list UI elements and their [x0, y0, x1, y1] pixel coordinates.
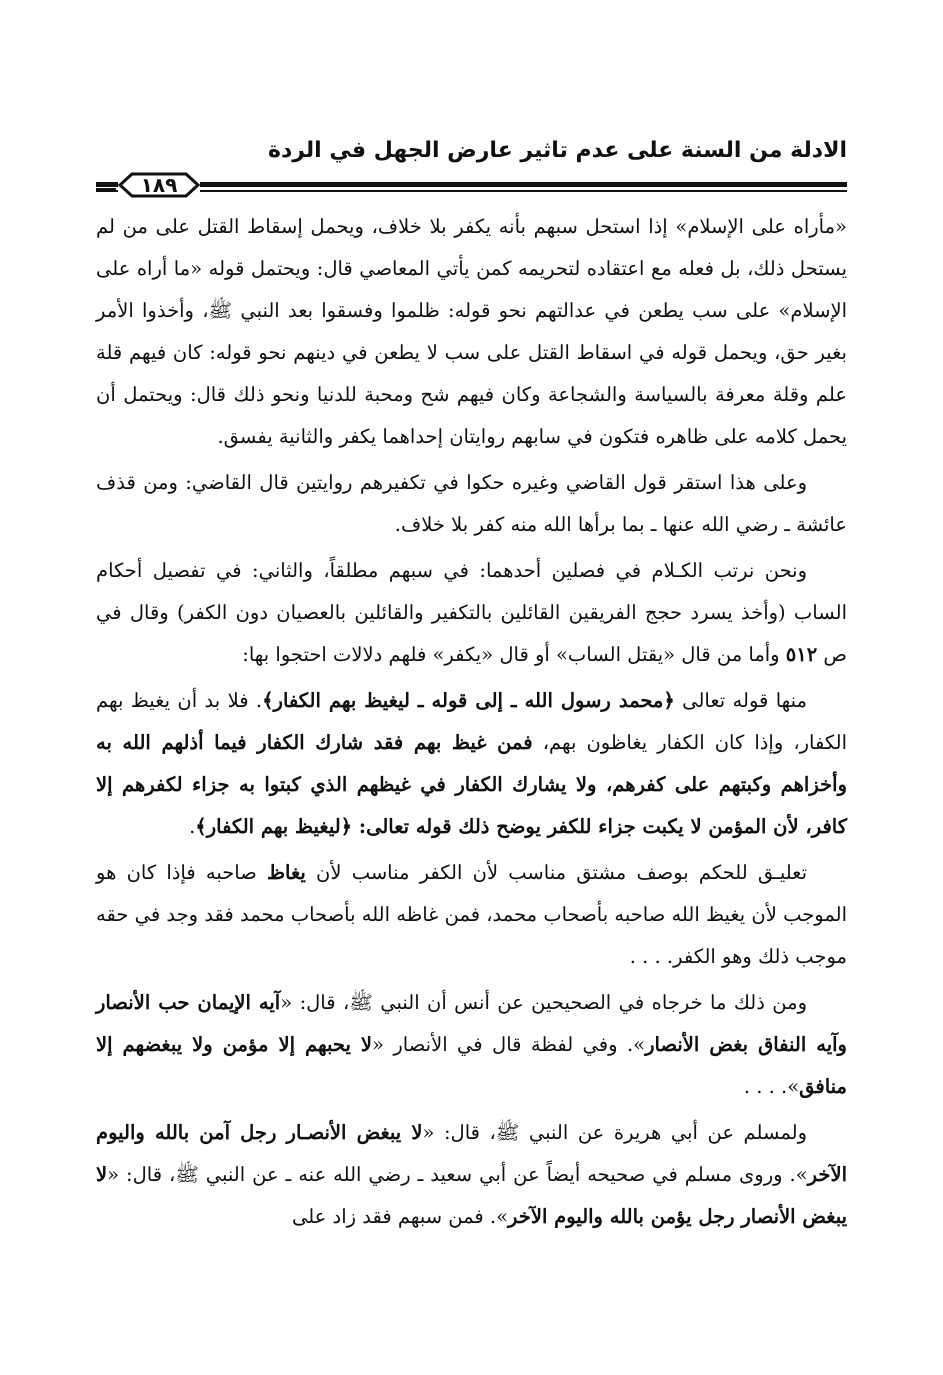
header-rule-thin — [96, 190, 847, 192]
bold-text-run: لا يبغض الأنصـار رجل آمن بالله واليوم الآخر — [96, 1121, 847, 1186]
bold-text-run: فمن غيظ بهم فقد شارك الكفار فيما أذلهم الله به وأخزاهم وكبتهم على كفرهم، ولا يشارك الكفار في غيظهم الذي كبتوا به جزاء لكفرهم إلا كافر، لأن المؤمن لا يكبت جزاء للكفر يوضح ذلك قوله تعالى: ﴿ليغيظ بهم الكفار﴾ — [96, 731, 847, 838]
bold-text-run: لا يحبهم إلا مؤمن ولا يبغضهم إلا منافق — [96, 1033, 847, 1098]
bold-text-run: آيه الإيمان حب الأنصار وآيه النفاق بغض الأنصار — [96, 991, 847, 1056]
header-rule-thick — [96, 182, 847, 187]
text-run: ونحن نرتب الكـلام في فصلين أحدهما: في سبهم مطلقاً، والثاني: في تفصيل أحكام الساب (وأخذ يسرد حجج الفريقين القائلين بالتكفير والقائلين بالعصيان دون الكفر) وقال في ص — [96, 559, 847, 666]
text-run: وأما من قال «يقتل الساب» أو قال «يكفر» فلهم دلالات احتجوا بها: — [242, 643, 786, 666]
paragraph — [96, 206, 847, 458]
paragraph — [96, 1112, 847, 1238]
bold-text-run: لا يبغض الأنصار رجل يؤمن بالله واليوم الآخر — [96, 1163, 847, 1228]
bold-text-run: ٥١٢ — [785, 643, 818, 666]
text-run: منها قوله تعالى — [674, 689, 807, 712]
text-run: ومن ذلك ما خرجاه في الصحيحين عن أنس أن النبي ﷺ، قال: « — [280, 991, 807, 1014]
chapter-title: الادلة من السنة على عدم تاثير عارض الجهل في الردة — [267, 138, 847, 163]
text-run: ». . . . — [743, 1075, 800, 1098]
paragraph — [96, 852, 847, 978]
bold-text-run: ﴿محمد رسول الله ـ إلى قوله ـ ليغيظ بهم الكفار﴾ — [262, 689, 675, 712]
paragraph — [96, 680, 847, 848]
text-run: ولمسلم عن أبي هريرة عن النبي ﷺ، قال: « — [422, 1121, 807, 1144]
page-number: ١٨٩ — [140, 173, 178, 197]
text-run: . فلا بد أن يغيظ بهم الكفار، وإذا كان الكفار يغاظون بهم، — [96, 689, 847, 754]
text-run: تعليـق للحكم بوصف مشتق مناسب لأن الكفر مناسب لأن — [305, 861, 807, 884]
running-header — [96, 138, 847, 197]
text-run: ». وفي لفظة قال في الأنصار « — [372, 1033, 646, 1056]
text-run: «مأراه على الإسلام» إذا استحل سبهم بأنه يكفر بلا خلاف، ويحمل إسقاط القتل على من لم يستحل ذلك، بل فعله مع اعتقاده لتحريمه كمن يأتي المعاصي قال: ويحتمل قوله «ما أراه على الإسلام» على سب يطعن في عدالتهم نحو قوله: ظلموا وفسقوا بعد النبي ﷺ، وأخذوا الأمر بغير حق، ويحمل قوله في اسقاط القتل على سب لا يطعن في دينهم نحو قوله: كان فيهم قلة علم وقلة معرفة بالسياسة والشجاعة وكان فيهم شح ومحبة للدنيا ونحو ذلك قال: ويحتمل أن يحمل كلامه على ظاهره فتكون في سابهم روايتان إحداهما يكفر والثانية يفسق. — [96, 215, 847, 448]
page-number-badge — [118, 168, 200, 202]
text-run: وعلى هذا استقر قول القاضي وغيره حكوا في تكفيرهم روايتين قال القاضي: ومن قذف عائشة ـ رضي الله عنها ـ بما برأها الله منه كفر بلا خلاف. — [96, 471, 847, 536]
header-left-ornament — [96, 182, 116, 192]
paragraph — [96, 462, 847, 546]
text-run: صاحبه فإذا كان هو الموجب لأن يغيظ الله صاحبه بأصحاب محمد، فمن غاظه الله بأصحاب محمد فقد وجد في حقه موجب ذلك وهو الكفر. . . . — [96, 861, 847, 968]
bold-text-run: يغاظ — [267, 861, 306, 884]
text-run: ». وروى مسلم في صحيحه أيضاً عن أبي سعيد ـ رضي الله عنه ـ عن النبي ﷺ، قال: « — [107, 1163, 808, 1186]
paragraph — [96, 982, 847, 1108]
text-run: . — [189, 815, 196, 838]
paragraph — [96, 550, 847, 676]
text-run: ». فمن سبهم فقد زاد على — [291, 1205, 509, 1228]
body-text — [96, 206, 847, 1242]
